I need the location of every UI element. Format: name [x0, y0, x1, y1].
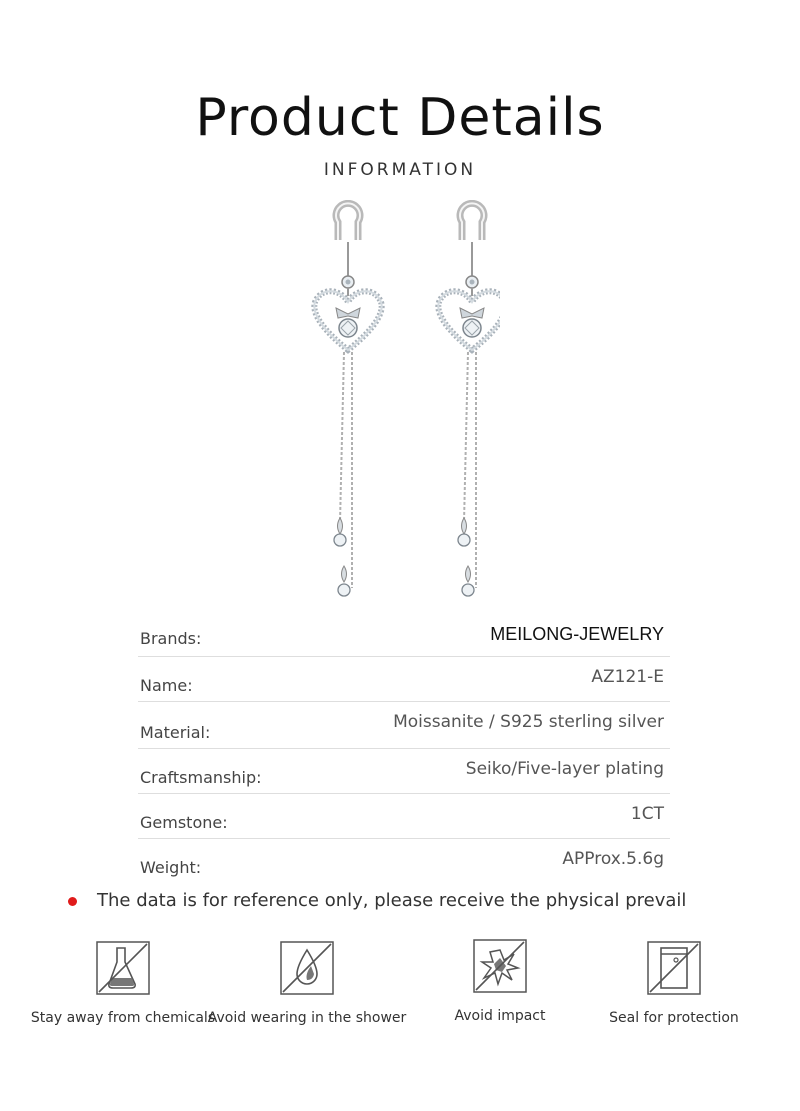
spec-row-gemstone [138, 794, 670, 839]
spec-label: Gemstone: [140, 813, 228, 832]
spec-value: APProx.5.6g [562, 849, 664, 869]
spec-value: AZ121-E [591, 667, 664, 687]
spec-table [138, 612, 670, 883]
care-item-shower [207, 940, 407, 1026]
spec-value: MEILONG-JEWELRY [490, 624, 664, 644]
no-chemicals-icon [95, 940, 151, 996]
care-item-impact [400, 938, 600, 1024]
spec-value: Moissanite / S925 sterling silver [393, 712, 664, 732]
care-label: Avoid wearing in the shower [207, 1010, 407, 1026]
spec-label: Name: [140, 676, 193, 695]
care-item-seal [574, 940, 774, 1026]
spec-row-craftsmanship [138, 749, 670, 794]
disclaimer-text: The data is for reference only, please receive the physical prevail [97, 890, 687, 911]
page-title: Product Details [195, 88, 605, 148]
earrings-image [300, 200, 500, 610]
care-label: Seal for protection [609, 1010, 739, 1026]
spec-row-name [138, 657, 670, 702]
spec-row-material [138, 702, 670, 749]
spec-label: Craftsmanship: [140, 768, 262, 787]
spec-label: Material: [140, 723, 211, 742]
spec-value: 1CT [630, 804, 664, 824]
disclaimer-note [68, 890, 768, 911]
spec-label: Weight: [140, 858, 202, 877]
spec-label: Brands: [140, 629, 202, 648]
spec-row-brand [138, 612, 670, 657]
care-item-chemicals [23, 940, 223, 1026]
care-label: Stay away from chemicals [30, 1010, 216, 1026]
seal-bag-icon [646, 940, 702, 996]
avoid-impact-icon [472, 938, 528, 994]
spec-row-weight [138, 839, 670, 883]
no-shower-icon [279, 940, 335, 996]
page-subtitle: INFORMATION [323, 160, 477, 180]
care-label: Avoid impact [454, 1008, 546, 1024]
spec-value: Seiko/Five-layer plating [465, 759, 664, 779]
red-bullet-icon [68, 897, 77, 906]
